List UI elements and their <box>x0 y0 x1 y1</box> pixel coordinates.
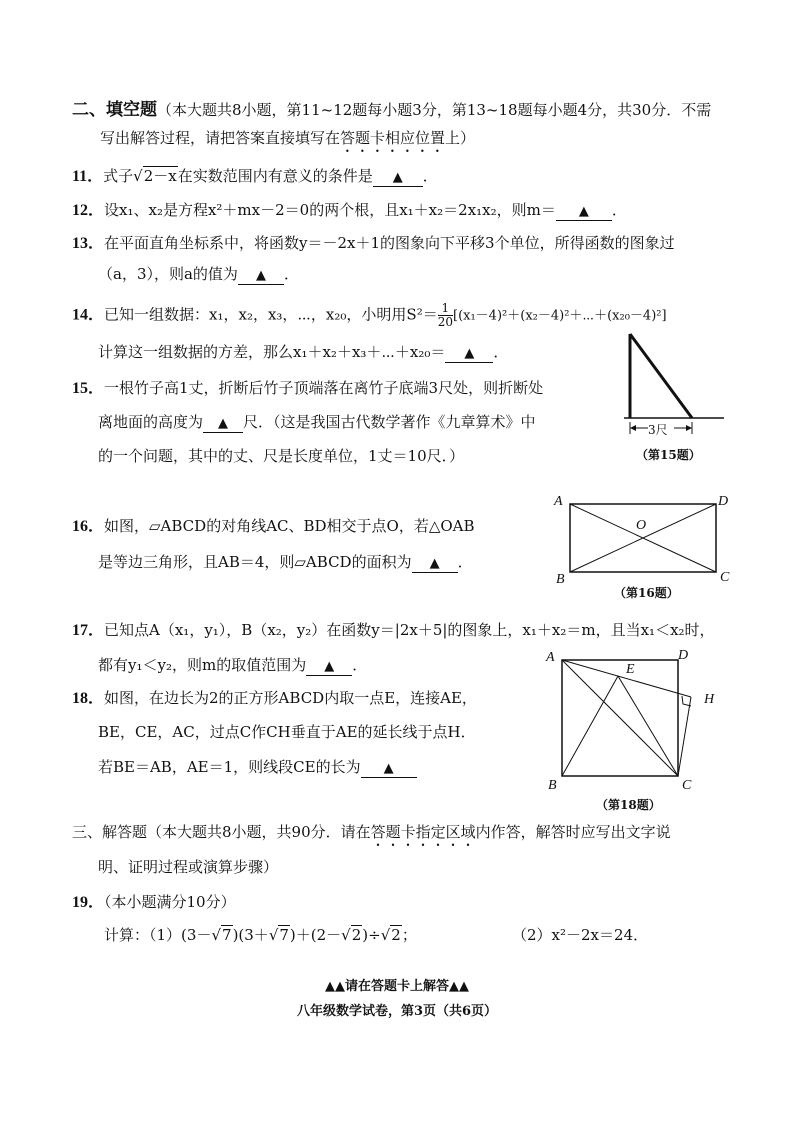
answer-blank[interactable]: ▲ <box>361 761 417 778</box>
question-12 <box>72 200 627 221</box>
q15-caption: （第15题） <box>636 448 701 462</box>
q18-caption: （第18题） <box>596 798 661 812</box>
question-number: 19． <box>72 894 105 911</box>
point-label-H: H <box>704 692 715 707</box>
q19-calc-label: 计算：（1） <box>104 926 182 944</box>
section2-desc2a: 写出解答过程，请把答案直接填写在 <box>100 129 341 147</box>
q19-p1d: )÷ <box>362 926 381 944</box>
sqrt-symbol: √ <box>268 926 279 944</box>
q14-text-b: [(x₁－4)²＋(x₂－4)²＋⋯＋(x₂₀－4)²] <box>453 308 667 324</box>
fraction <box>438 302 453 329</box>
q19-p1a: (3－ <box>181 926 212 944</box>
question-number: 17． <box>72 622 105 639</box>
question-number: 12． <box>72 202 105 219</box>
section3-desc1a: （本大题共8小题，共90分．请在 <box>147 823 371 841</box>
question-number: 13． <box>72 235 105 252</box>
point-label-A: A <box>546 650 555 665</box>
question-17-line1 <box>72 620 715 641</box>
section3-desc1b: 答题卡指定区域 <box>370 823 476 841</box>
question-18-line2 <box>98 722 476 742</box>
q13-text-line1: 在平面直角坐标系中，将函数y＝－2x＋1的图象向下平移3个单位，所得函数的图象过 <box>104 234 675 252</box>
point-label-A: A <box>554 494 563 509</box>
answer-blank[interactable]: ▲ <box>412 556 458 573</box>
q16-text-line1: 如图，▱ABCD的对角线AC、BD相交于点O，若△OAB <box>104 517 475 535</box>
section2-desc-line1: （本大题共8小题，第11~12题每小题3分，第13~18题每小题4分，共30分．不需 <box>157 101 712 119</box>
point-label-D: D <box>718 494 729 509</box>
question-15-line2 <box>98 412 536 433</box>
question-19-header <box>72 892 236 913</box>
q14-text-line2: 计算这一组数据的方差，那么x₁＋x₂＋x₃＋⋯＋x₂₀＝ <box>98 343 446 361</box>
question-13-line2 <box>98 264 299 285</box>
q11-end: ． <box>422 167 438 185</box>
question-number: 15． <box>72 380 105 397</box>
section3-title: 三、解答题 <box>72 823 148 841</box>
q17-end: ． <box>352 656 368 674</box>
question-17-line2 <box>98 655 367 676</box>
answer-blank[interactable]: ▲ <box>203 416 243 433</box>
fraction-denominator: 20 <box>437 315 453 329</box>
q13-text-line2: （a，3），则a的值为 <box>98 265 238 283</box>
answer-blank[interactable]: ▲ <box>556 204 612 221</box>
q19-p1e: ； <box>401 926 417 944</box>
point-label-E: E <box>626 662 635 677</box>
point-label-C: C <box>682 778 692 793</box>
answer-blank[interactable]: ▲ <box>238 268 284 285</box>
q19-radicand-7: 7 <box>222 926 232 944</box>
q18-text-line2: BE，CE，AC，过点C作CH垂直于AE的延长线于点H． <box>98 723 476 741</box>
sqrt-symbol: √ <box>380 926 391 944</box>
q18-text-line3: 若BE＝AB，AE＝1，则线段CE的长为 <box>98 758 361 776</box>
q15-text-line2a: 离地面的高度为 <box>98 413 204 431</box>
point-label-B: B <box>548 778 557 793</box>
q16-figure <box>566 500 722 576</box>
question-16-line1 <box>72 516 475 537</box>
question-number: 18． <box>72 690 105 707</box>
section2-title: 二、填空题 <box>72 100 157 120</box>
section3-desc1c: 内作答，解答时应写出文字说 <box>475 823 671 841</box>
point-label-C: C <box>720 570 730 585</box>
point-label-O: O <box>636 518 647 533</box>
sqrt-symbol: √ <box>211 926 222 944</box>
section3-header <box>72 822 671 850</box>
answer-blank[interactable]: ▲ <box>373 170 423 187</box>
question-19-part2: （2）x²－2x＝24． <box>512 926 649 944</box>
q14-text-a: 已知一组数据：x₁，x₂，x₃，⋯，x₂₀，小明用S²＝ <box>104 305 438 324</box>
q17-text-line2: 都有y₁＜y₂，则m的取值范围为 <box>98 656 307 674</box>
section2-desc2c: 上） <box>445 129 476 147</box>
question-18-line1 <box>72 688 477 709</box>
q15-fig-label: 3尺 <box>648 423 668 437</box>
section2-header <box>72 100 711 120</box>
q19-score: （本小题满分10分） <box>104 893 236 911</box>
q19-radicand-7b: 7 <box>279 926 289 944</box>
question-14-line2 <box>98 342 508 363</box>
q19-p1b: )(3＋ <box>232 926 269 944</box>
q16-text-line2: 是等边三角形，且AB＝4，则▱ABCD的面积为 <box>98 553 412 571</box>
q15-figure <box>620 330 730 440</box>
section2-desc-line2 <box>100 128 475 156</box>
q12-text: 设x₁、x₂是方程x²＋mx－2＝0的两个根，且x₁＋x₂＝2x₁x₂，则m＝ <box>104 201 556 219</box>
footer-instruction: ▲▲请在答题卡上解答▲▲ <box>325 979 469 994</box>
question-number: 16． <box>72 518 105 535</box>
sqrt-symbol: √ <box>341 926 351 944</box>
point-label-D: D <box>678 648 689 663</box>
fraction-numerator: 1 <box>438 302 453 316</box>
q18-text-line1: 如图，在边长为2的正方形ABCD内取一点E，连接AE， <box>104 689 477 707</box>
footer-page-info: 八年级数学试卷，第3页（共6页） <box>296 1004 498 1019</box>
section2-desc2b: 答题卡相应位置 <box>340 129 446 147</box>
sqrt-symbol: √ <box>133 167 143 185</box>
question-13-line1 <box>72 233 675 254</box>
q16-caption: （第16题） <box>614 586 679 600</box>
q17-text-line1: 已知点A（x₁，y₁），B（x₂，y₂）在函数y＝|2x＋5|的图象上，x₁＋x₂＝m，且当x₁＜x₂时， <box>104 621 715 639</box>
section3-desc-line2: 明、证明过程或演算步骤） <box>98 858 279 876</box>
question-18-line3 <box>98 757 417 778</box>
question-number: 11． <box>72 168 104 185</box>
question-number: 14． <box>72 306 105 324</box>
answer-blank[interactable]: ▲ <box>445 346 493 363</box>
q11-text-a: 式子 <box>103 167 134 185</box>
q11-text-b: 在实数范围内有意义的条件是 <box>177 167 373 185</box>
q11-radicand: 2－x <box>143 167 177 185</box>
q15-text-line3: 的一个问题，其中的丈、尺是长度单位，1丈＝10尺．） <box>98 447 465 465</box>
q16-end: ． <box>457 553 473 571</box>
question-19-part1 <box>104 925 417 945</box>
q19-radicand-2b: 2 <box>391 926 401 944</box>
question-16-line2 <box>98 552 473 573</box>
q19-radicand-2: 2 <box>351 926 362 944</box>
answer-blank[interactable]: ▲ <box>306 659 352 676</box>
point-label-B: B <box>556 572 565 587</box>
q14-end: ． <box>493 343 509 361</box>
q18-figure <box>556 652 716 782</box>
question-15-line1 <box>72 378 543 399</box>
q15-text-line1: 一根竹子高1丈，折断后竹子顶端落在离竹子底端3尺处，则折断处 <box>104 379 544 397</box>
q12-end: ． <box>611 201 627 219</box>
q19-p1c: )＋(2－ <box>289 926 342 944</box>
question-14-line1 <box>72 302 667 329</box>
question-15-line3 <box>98 446 464 466</box>
question-11 <box>72 166 438 187</box>
q15-text-line2b: 尺．（这是我国古代数学著作《九章算术》中 <box>243 413 536 431</box>
q13-end: ． <box>283 265 299 283</box>
